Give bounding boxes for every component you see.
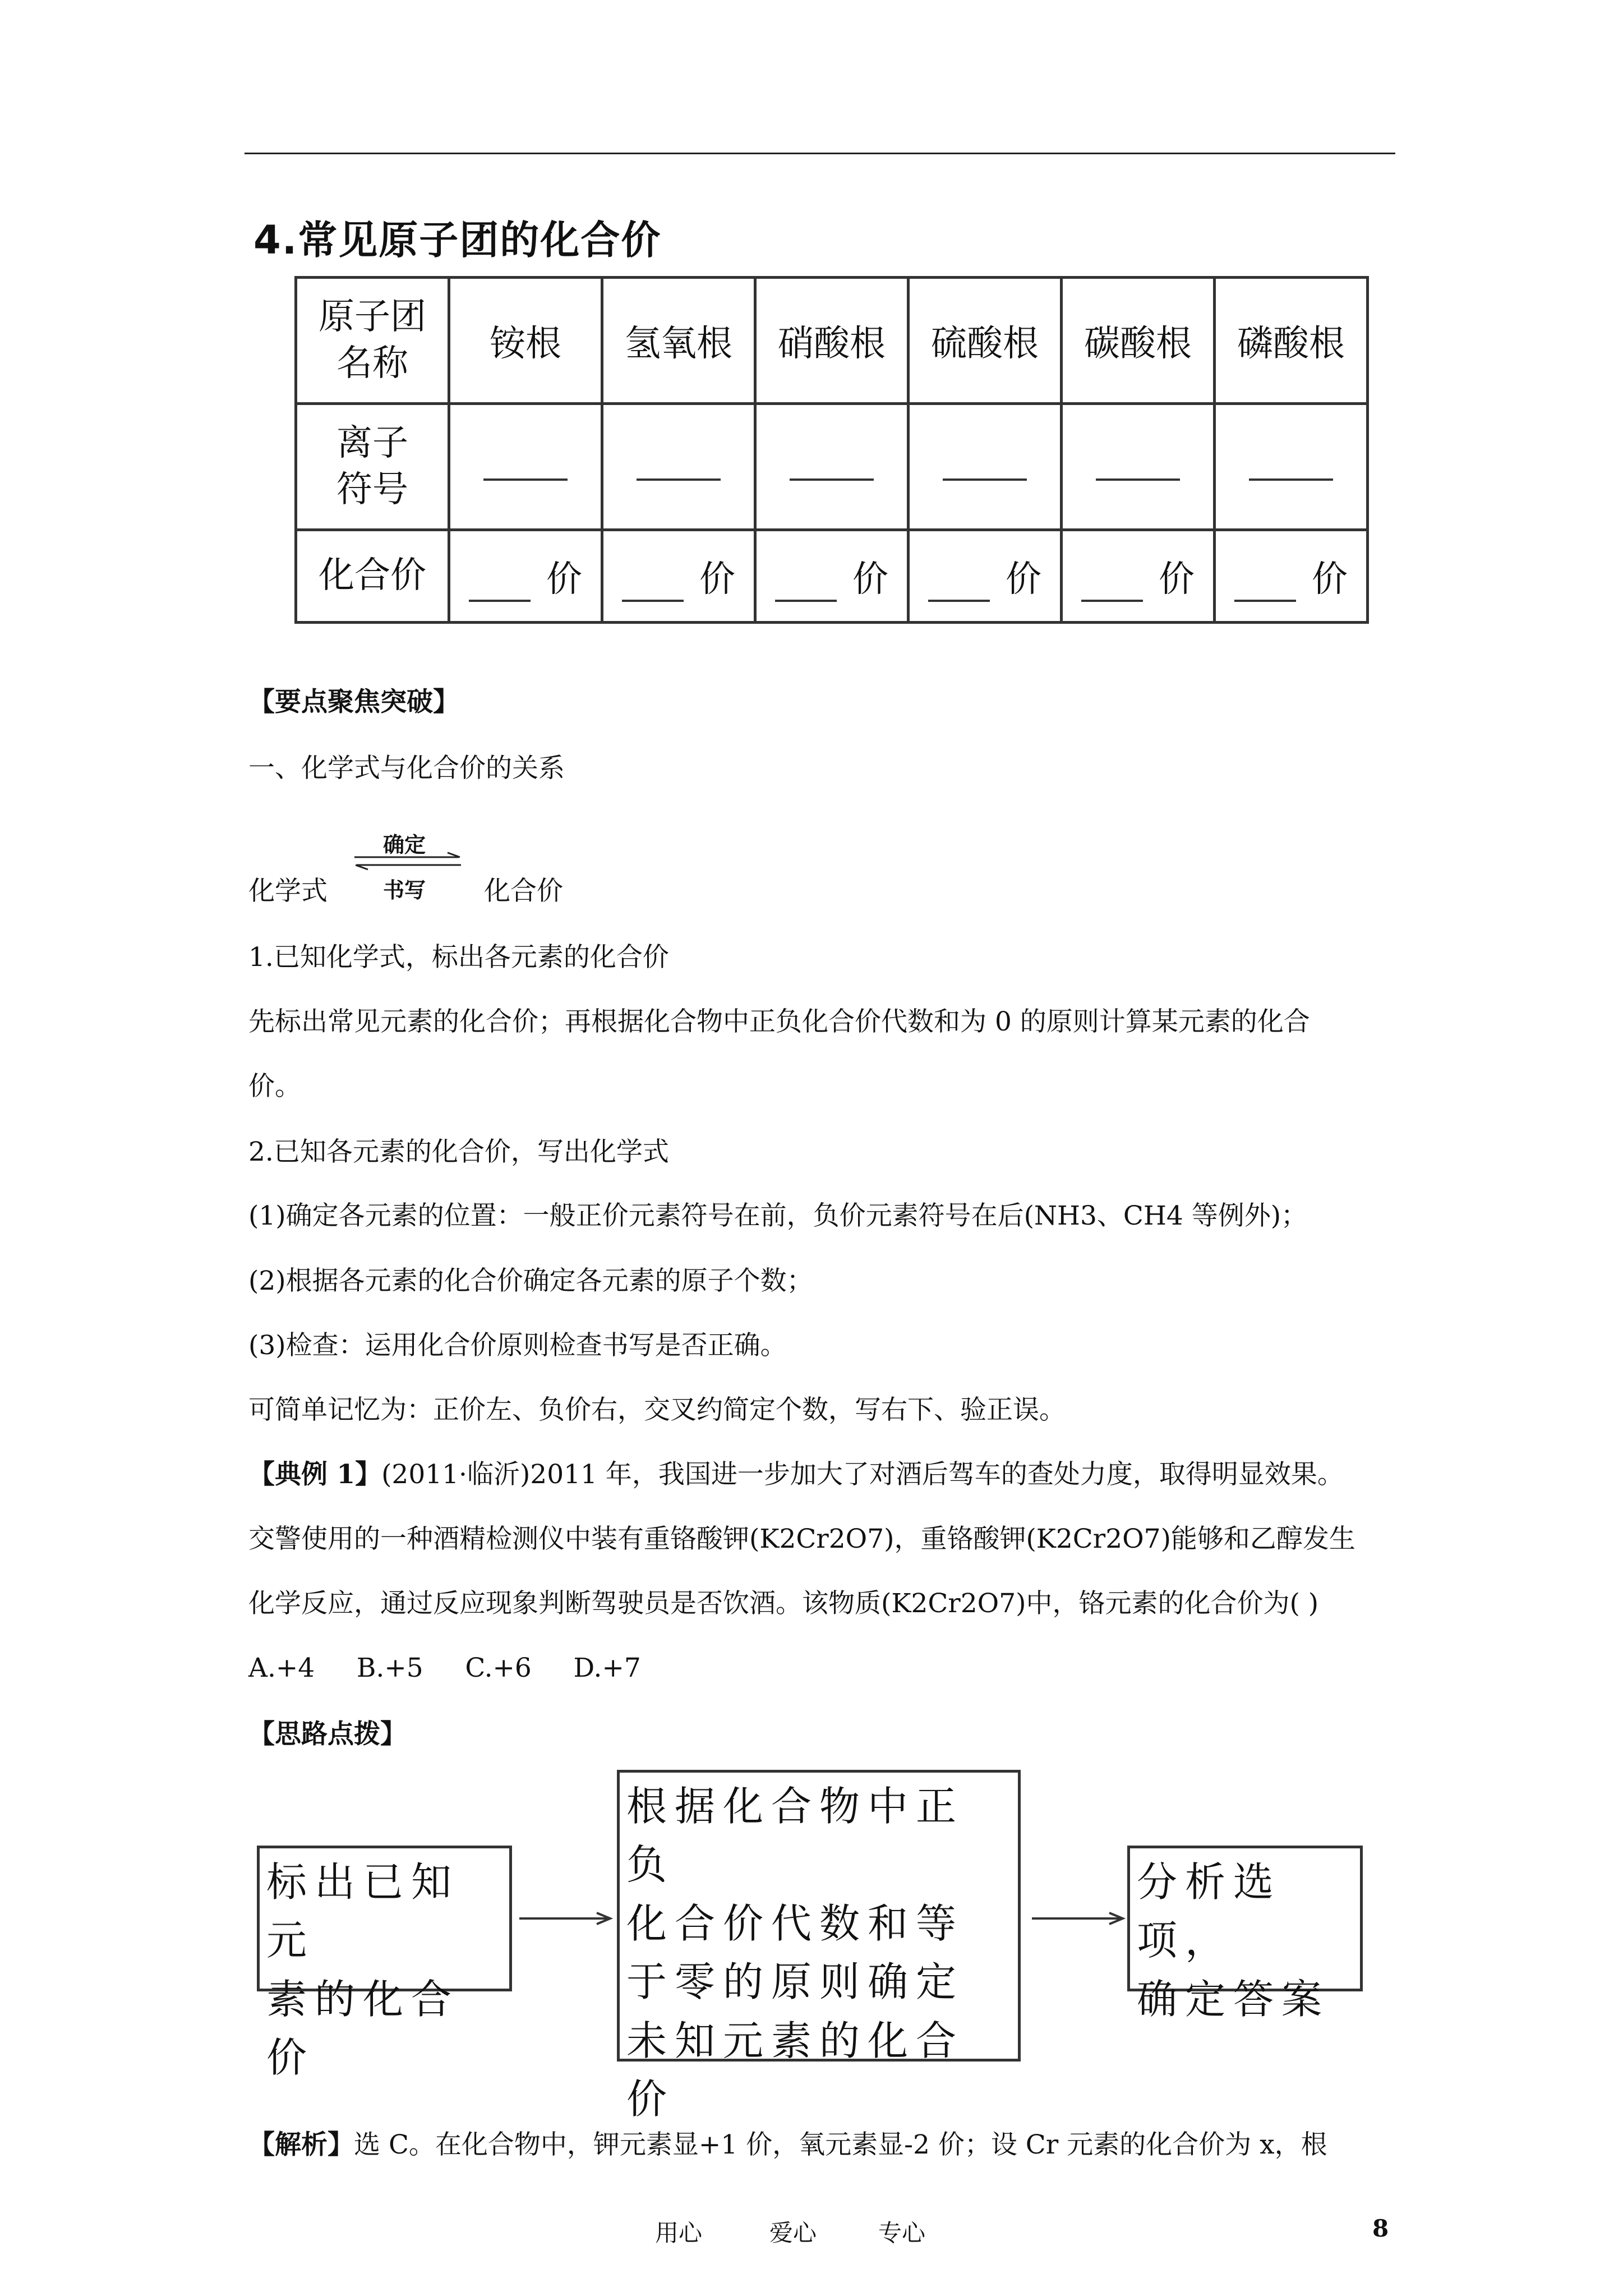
group-name-cell: 氢氧根 (602, 278, 755, 404)
flow-box-line: 确定答案 (1137, 1975, 1330, 2023)
relation-top-label: 确定 (383, 832, 426, 857)
group-name-cell: 铵根 (449, 278, 602, 404)
footer-text-1: 用心 (655, 2219, 703, 2247)
symbol-blank-cell (1062, 404, 1215, 530)
answer-line (248, 2129, 1327, 2160)
row-header-valence: 化合价 (296, 530, 449, 623)
fill-blank (775, 577, 837, 602)
symbol-blank-cell (449, 404, 602, 530)
relation-right: 化合价 (484, 876, 563, 907)
group-name-cell: 碳酸根 (1062, 278, 1215, 404)
symbol-blank-cell (909, 404, 1062, 530)
valence-cell (909, 530, 1062, 623)
section-title: 4.常见原子团的化合价 (253, 217, 662, 263)
example-options: A.+4 B.+5 C.+6 D.+7 (248, 1653, 641, 1683)
table-row (296, 404, 1368, 530)
flow-box-line: 根据化合物中正负 (626, 1783, 965, 1889)
step-3: (3)检查：运用化合价原则检查书写是否正确。 (248, 1330, 787, 1361)
row-header-line: 离子 (336, 422, 408, 464)
flow-box-2 (617, 1770, 1021, 2123)
row-header-symbol (296, 404, 449, 530)
valence-cell (602, 530, 755, 623)
flow-box-line: 未知元素的化合价 (626, 2017, 965, 2123)
fill-blank (790, 456, 874, 481)
focus-title: 【要点聚焦突破】 (248, 687, 459, 717)
fill-blank (1234, 577, 1296, 602)
valence-unit: 价 (546, 559, 582, 600)
row-header-line: 符号 (336, 469, 408, 510)
flow-box-line: 标出已知元 (266, 1858, 460, 1964)
example-line-1 (248, 1461, 1344, 1488)
row-header-name (296, 278, 449, 404)
fill-blank (928, 577, 990, 602)
valence-unit: 价 (1312, 559, 1348, 600)
example-line-3: 化学反应，通过反应现象判断驾驶员是否饮酒。该物质(K2Cr2O7)中，铬元素的化合价为( ) (248, 1588, 1319, 1619)
fill-blank (1096, 456, 1180, 481)
example-text: (2011·临沂)2011 年，我国进一步加大了对酒后驾车的查处力度，取得明显效果。 (381, 1459, 1344, 1490)
page-number: 8 (1372, 2215, 1389, 2242)
flow-box-3 (1127, 1846, 1363, 2023)
fill-blank (1249, 456, 1333, 481)
arrow-right-icon (519, 1910, 615, 1927)
arrow-right-icon (1032, 1910, 1127, 1927)
fill-blank (483, 456, 568, 481)
point-1: 1.已知化学式，标出各元素的化合价 (248, 942, 669, 973)
answer-text: 选 C。在化合物中，钾元素显+1 价，氧元素显-2 价；设 Cr 元素的化合价为 x，根 (354, 2129, 1327, 2160)
section-one-heading: 一、化学式与化合价的关系 (248, 753, 565, 784)
flow-box-1 (257, 1846, 512, 2082)
example-label: 【典例 1】 (248, 1459, 382, 1490)
table-row (296, 530, 1368, 623)
flow-box-line: 素的化合价 (266, 1975, 460, 2082)
fill-blank (469, 577, 531, 602)
answer-label: 【解析】 (248, 2129, 354, 2160)
symbol-blank-cell (602, 404, 755, 530)
valence-cell (449, 530, 602, 623)
footer-text-2: 爱心 (769, 2219, 817, 2247)
flow-box-line: 于零的原则确定 (626, 1958, 965, 2006)
point-1-text: 先标出常见元素的化合价；再根据化合物中正负化合价代数和为 0 的原则计算某元素的化合 (248, 1006, 1310, 1037)
relation-left: 化学式 (248, 876, 328, 907)
footer-text-3: 专心 (878, 2219, 926, 2247)
fill-blank (622, 577, 684, 602)
fill-blank (943, 456, 1027, 481)
relation-bottom-label: 书写 (383, 878, 426, 903)
point-1-text-cont: 价。 (248, 1071, 301, 1102)
row-header-line: 名称 (336, 343, 408, 384)
atomic-group-table (294, 276, 1369, 624)
mnemonic: 可简单记忆为：正价左、负价右，交叉约简定个数，写右下、验正误。 (248, 1395, 1066, 1425)
group-name-cell: 硫酸根 (909, 278, 1062, 404)
valence-unit: 价 (1006, 559, 1041, 600)
valence-cell (1215, 530, 1368, 623)
group-name-cell: 硝酸根 (755, 278, 909, 404)
valence-unit: 价 (1159, 559, 1195, 600)
header-rule (245, 153, 1395, 154)
example-line-2: 交警使用的一种酒精检测仪中装有重铬酸钾(K2Cr2O7)，重铬酸钾(K2Cr2O7)能够和乙醇发生 (248, 1524, 1355, 1554)
group-name-cell: 磷酸根 (1215, 278, 1368, 404)
flow-box-line: 化合价代数和等 (626, 1899, 965, 1947)
table-row (296, 278, 1368, 404)
hint-label: 【思路点拨】 (248, 1719, 407, 1750)
double-arrow-icon (352, 852, 464, 872)
step-2: (2)根据各元素的化合价确定各元素的原子个数； (248, 1266, 813, 1296)
fill-blank (637, 456, 721, 481)
step-1: (1)确定各元素的位置：一般正价元素符号在前，负价元素符号在后(NH3、CH4 等例外)； (248, 1200, 1308, 1231)
valence-cell (1062, 530, 1215, 623)
valence-unit: 价 (852, 559, 888, 600)
valence-unit: 价 (699, 559, 735, 600)
fill-blank (1081, 577, 1143, 602)
point-2: 2.已知各元素的化合价，写出化学式 (248, 1137, 669, 1167)
valence-cell (755, 530, 909, 623)
symbol-blank-cell (1215, 404, 1368, 530)
flow-box-line: 分析选项， (1137, 1858, 1282, 1964)
symbol-blank-cell (755, 404, 909, 530)
row-header-line: 原子团 (319, 296, 426, 338)
